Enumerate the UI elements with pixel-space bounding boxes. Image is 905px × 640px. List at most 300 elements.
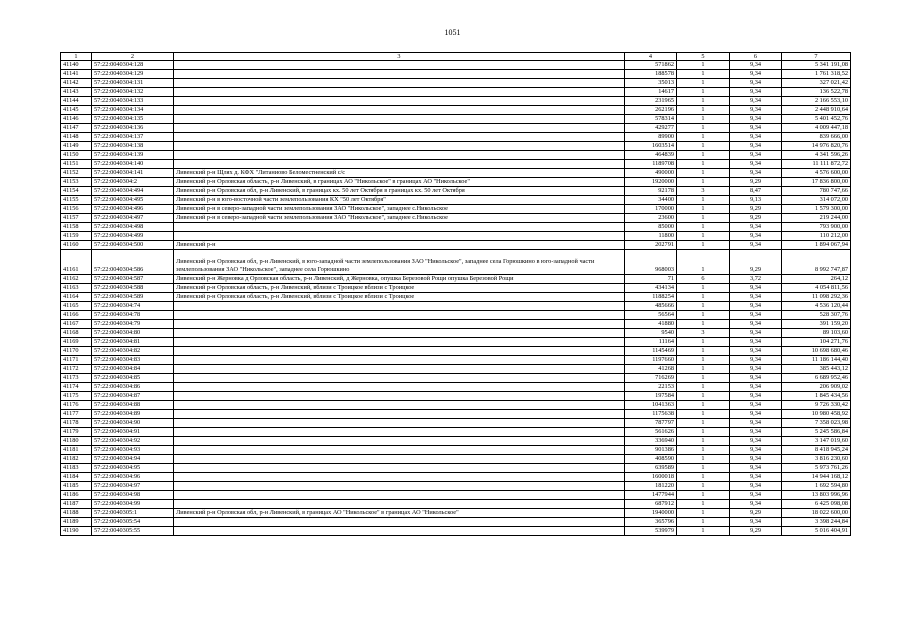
- row-number-cell: 41152: [61, 169, 92, 178]
- group-cell: 1: [677, 232, 730, 241]
- cadastral-value-cell: 391 159,20: [782, 320, 851, 329]
- cadastral-value-cell: 5 401 452,76: [782, 115, 851, 124]
- table-row: [61, 115, 851, 124]
- rate-cell: 9,34: [730, 97, 782, 106]
- cadastral-number-cell: 57:22:0040304:497: [92, 214, 174, 223]
- cadastral-number-cell: 57:22:0040304:586: [92, 250, 174, 275]
- area-cell: 408590: [625, 455, 677, 464]
- group-cell: 1: [677, 293, 730, 302]
- cadastral-value-cell: 110 212,00: [782, 232, 851, 241]
- row-number-cell: 41160: [61, 241, 92, 250]
- row-number-cell: 41149: [61, 142, 92, 151]
- cadastral-value-cell: 264,12: [782, 275, 851, 284]
- location-cell: [174, 383, 625, 392]
- rate-cell: 9,13: [730, 196, 782, 205]
- area-cell: 1145469: [625, 347, 677, 356]
- rate-cell: 9,34: [730, 383, 782, 392]
- group-cell: 1: [677, 338, 730, 347]
- column-header: 7: [782, 53, 851, 61]
- row-number-cell: 41187: [61, 500, 92, 509]
- rate-cell: 9,29: [730, 178, 782, 187]
- location-cell: [174, 338, 625, 347]
- area-cell: 188578: [625, 70, 677, 79]
- table-row: [61, 169, 851, 178]
- group-cell: 1: [677, 392, 730, 401]
- cadastral-number-cell: 57:22:0040304:78: [92, 311, 174, 320]
- area-cell: 901386: [625, 446, 677, 455]
- cadastral-number-cell: 57:22:0040304:87: [92, 392, 174, 401]
- area-cell: 89900: [625, 133, 677, 142]
- cadastral-value-cell: 11 098 292,36: [782, 293, 851, 302]
- cadastral-number-cell: 57:22:0040304:91: [92, 428, 174, 437]
- group-cell: 3: [677, 329, 730, 338]
- group-cell: 1: [677, 437, 730, 446]
- column-header: 3: [174, 53, 625, 61]
- row-number-cell: 41153: [61, 178, 92, 187]
- cadastral-value-cell: 4 054 811,56: [782, 284, 851, 293]
- area-cell: 35013: [625, 79, 677, 88]
- cadastral-number-cell: 57:22:0040304:136: [92, 124, 174, 133]
- group-cell: 1: [677, 124, 730, 133]
- cadastral-value-cell: 11 186 144,40: [782, 356, 851, 365]
- table-row: [61, 275, 851, 284]
- cadastral-value-cell: 314 072,00: [782, 196, 851, 205]
- group-cell: 1: [677, 491, 730, 500]
- table-row: [61, 284, 851, 293]
- group-cell: 1: [677, 284, 730, 293]
- location-cell: [174, 223, 625, 232]
- rate-cell: 9,34: [730, 329, 782, 338]
- location-cell: [174, 142, 625, 151]
- location-cell: Ливенский р-н Орловская обл, р-н Ливенский, в границах кх. 50 лет Октября в границах кх. 50 лет Октября: [174, 187, 625, 196]
- cadastral-value-cell: 17 836 800,00: [782, 178, 851, 187]
- location-cell: [174, 491, 625, 500]
- area-cell: 181220: [625, 482, 677, 491]
- cadastral-number-cell: 57:22:0040304:2: [92, 178, 174, 187]
- location-cell: [174, 97, 625, 106]
- cadastral-value-cell: 8 992 747,87: [782, 250, 851, 275]
- cadastral-value-cell: 1 845 434,56: [782, 392, 851, 401]
- cadastral-value-cell: 3 398 244,84: [782, 518, 851, 527]
- location-cell: Ливенский р-н Орловская обл, р-н Ливенский, в юго-западной части землепользования ЗАО "Никольское", западнее села Горюшкино в юго-западной части землепользования ЗАО "Никольское", западнее села Горюшкино: [174, 250, 625, 275]
- location-cell: [174, 320, 625, 329]
- row-number-cell: 41186: [61, 491, 92, 500]
- page-number: 1051: [444, 28, 461, 37]
- table-row: [61, 293, 851, 302]
- group-cell: 1: [677, 178, 730, 187]
- area-cell: 365796: [625, 518, 677, 527]
- group-cell: 1: [677, 79, 730, 88]
- location-cell: [174, 419, 625, 428]
- table-body: [61, 61, 851, 536]
- cadastral-number-cell: 57:22:0040304:500: [92, 241, 174, 250]
- cadastral-number-cell: 57:22:0040304:80: [92, 329, 174, 338]
- area-cell: 1477944: [625, 491, 677, 500]
- cadastral-value-cell: 206 909,02: [782, 383, 851, 392]
- table-row: [61, 527, 851, 536]
- cadastral-value-cell: 136 522,78: [782, 88, 851, 97]
- cadastral-value-cell: 14 976 820,76: [782, 142, 851, 151]
- rate-cell: 9,34: [730, 482, 782, 491]
- rate-cell: 9,34: [730, 61, 782, 70]
- area-cell: 85000: [625, 223, 677, 232]
- rate-cell: 9,34: [730, 142, 782, 151]
- table-row: [61, 142, 851, 151]
- table-row: [61, 160, 851, 169]
- area-cell: 14617: [625, 88, 677, 97]
- location-cell: [174, 115, 625, 124]
- table-row: [61, 437, 851, 446]
- row-number-cell: 41159: [61, 232, 92, 241]
- group-cell: 1: [677, 473, 730, 482]
- row-number-cell: 41174: [61, 383, 92, 392]
- column-header: 1: [61, 53, 92, 61]
- group-cell: 1: [677, 347, 730, 356]
- area-cell: 1041363: [625, 401, 677, 410]
- cadastral-number-cell: 57:22:0040304:92: [92, 437, 174, 446]
- row-number-cell: 41157: [61, 214, 92, 223]
- rate-cell: 9,34: [730, 491, 782, 500]
- group-cell: 1: [677, 106, 730, 115]
- cadastral-number-cell: 57:22:0040304:137: [92, 133, 174, 142]
- area-cell: 336940: [625, 437, 677, 446]
- area-cell: 262196: [625, 106, 677, 115]
- cadastral-number-cell: 57:22:0040305:55: [92, 527, 174, 536]
- cadastral-value-cell: 1 761 318,52: [782, 70, 851, 79]
- row-number-cell: 41142: [61, 79, 92, 88]
- row-number-cell: 41190: [61, 527, 92, 536]
- group-cell: 1: [677, 356, 730, 365]
- rate-cell: 9,34: [730, 401, 782, 410]
- cadastral-number-cell: 57:22:0040304:89: [92, 410, 174, 419]
- group-cell: 1: [677, 374, 730, 383]
- location-cell: [174, 518, 625, 527]
- table-row: [61, 383, 851, 392]
- group-cell: 1: [677, 518, 730, 527]
- row-number-cell: 41150: [61, 151, 92, 160]
- rate-cell: 9,34: [730, 160, 782, 169]
- cadastral-value-cell: 4 341 596,26: [782, 151, 851, 160]
- cadastral-value-cell: 6 689 952,46: [782, 374, 851, 383]
- rate-cell: 9,34: [730, 133, 782, 142]
- cadastral-value-cell: 6 425 098,08: [782, 500, 851, 509]
- group-cell: 1: [677, 88, 730, 97]
- row-number-cell: 41156: [61, 205, 92, 214]
- area-cell: 1603514: [625, 142, 677, 151]
- row-number-cell: 41178: [61, 419, 92, 428]
- group-cell: 1: [677, 223, 730, 232]
- cadastral-number-cell: 57:22:0040304:498: [92, 223, 174, 232]
- cadastral-number-cell: 57:22:0040304:74: [92, 302, 174, 311]
- area-cell: 11800: [625, 232, 677, 241]
- table-row: [61, 509, 851, 518]
- cadastral-value-cell: 327 021,42: [782, 79, 851, 88]
- cadastral-value-cell: 10 698 680,46: [782, 347, 851, 356]
- group-cell: 1: [677, 70, 730, 79]
- location-cell: [174, 79, 625, 88]
- area-cell: 41880: [625, 320, 677, 329]
- table-row: [61, 419, 851, 428]
- table-row: [61, 61, 851, 70]
- location-cell: Ливенский р-н в юго-восточной части землепользования КХ "50 лет Октября": [174, 196, 625, 205]
- table-row: [61, 214, 851, 223]
- row-number-cell: 41140: [61, 61, 92, 70]
- cadastral-value-cell: 5 341 191,08: [782, 61, 851, 70]
- cadastral-value-cell: 1 692 594,80: [782, 482, 851, 491]
- row-number-cell: 41164: [61, 293, 92, 302]
- rate-cell: 9,34: [730, 79, 782, 88]
- rate-cell: 9,29: [730, 509, 782, 518]
- location-cell: [174, 527, 625, 536]
- table-row: [61, 178, 851, 187]
- cadastral-number-cell: 57:22:0040304:588: [92, 284, 174, 293]
- group-cell: 1: [677, 61, 730, 70]
- table-row: [61, 455, 851, 464]
- cadastral-number-cell: 57:22:0040304:88: [92, 401, 174, 410]
- cadastral-value-cell: 2 448 910,64: [782, 106, 851, 115]
- area-cell: 578314: [625, 115, 677, 124]
- area-cell: 23600: [625, 214, 677, 223]
- cadastral-number-cell: 57:22:0040304:132: [92, 88, 174, 97]
- location-cell: [174, 232, 625, 241]
- location-cell: [174, 311, 625, 320]
- group-cell: 1: [677, 320, 730, 329]
- cadastral-number-cell: 57:22:0040304:138: [92, 142, 174, 151]
- table-row: [61, 106, 851, 115]
- location-cell: Ливенский р-н: [174, 241, 625, 250]
- table-row: [61, 70, 851, 79]
- area-cell: 1920000: [625, 178, 677, 187]
- column-header: 2: [92, 53, 174, 61]
- row-number-cell: 41148: [61, 133, 92, 142]
- row-number-cell: 41167: [61, 320, 92, 329]
- cadastral-number-cell: 57:22:0040304:133: [92, 97, 174, 106]
- location-cell: [174, 374, 625, 383]
- rate-cell: 9,34: [730, 311, 782, 320]
- group-cell: 1: [677, 142, 730, 151]
- area-cell: 92178: [625, 187, 677, 196]
- cadastral-number-cell: 57:22:0040304:85: [92, 374, 174, 383]
- location-cell: [174, 428, 625, 437]
- cadastral-number-cell: 57:22:0040304:95: [92, 464, 174, 473]
- row-number-cell: 41168: [61, 329, 92, 338]
- table-row: [61, 482, 851, 491]
- area-cell: 170000: [625, 205, 677, 214]
- rate-cell: 9,34: [730, 419, 782, 428]
- row-number-cell: 41179: [61, 428, 92, 437]
- location-cell: [174, 160, 625, 169]
- group-cell: 1: [677, 160, 730, 169]
- group-cell: 1: [677, 383, 730, 392]
- cadastral-number-cell: 57:22:0040304:141: [92, 169, 174, 178]
- group-cell: 1: [677, 97, 730, 106]
- cadastral-number-cell: 57:22:0040304:86: [92, 383, 174, 392]
- table-row: [61, 311, 851, 320]
- cadastral-number-cell: 57:22:0040304:94: [92, 455, 174, 464]
- cadastral-number-cell: 57:22:0040304:129: [92, 70, 174, 79]
- group-cell: 1: [677, 365, 730, 374]
- table-row: [61, 518, 851, 527]
- area-cell: 1197660: [625, 356, 677, 365]
- cadastral-value-cell: 4 576 600,00: [782, 169, 851, 178]
- location-cell: Ливенский р-н Орловская обл, р-н Ливенский, в границах АО "Никольское" в границах АО "Никольское": [174, 509, 625, 518]
- cadastral-value-cell: 780 747,66: [782, 187, 851, 196]
- group-cell: 1: [677, 214, 730, 223]
- rate-cell: 8,47: [730, 187, 782, 196]
- location-cell: Ливенский р-н в северо-западной части землепользования ЗАО "Никольское", западнее с.Никольское: [174, 214, 625, 223]
- row-number-cell: 41145: [61, 106, 92, 115]
- cadastral-value-cell: 13 803 996,96: [782, 491, 851, 500]
- rate-cell: 9,34: [730, 356, 782, 365]
- rate-cell: 9,34: [730, 241, 782, 250]
- table-row: [61, 428, 851, 437]
- rate-cell: 9,29: [730, 205, 782, 214]
- area-cell: 429277: [625, 124, 677, 133]
- table-row: [61, 241, 851, 250]
- cadastral-number-cell: 57:22:0040305:1: [92, 509, 174, 518]
- rate-cell: 9,34: [730, 88, 782, 97]
- location-cell: [174, 302, 625, 311]
- cadastral-value-cell: 385 443,12: [782, 365, 851, 374]
- table-row: [61, 410, 851, 419]
- table-row: [61, 223, 851, 232]
- cadastral-value-cell: 1 579 300,00: [782, 205, 851, 214]
- area-cell: 1175638: [625, 410, 677, 419]
- row-number-cell: 41189: [61, 518, 92, 527]
- area-cell: 968003: [625, 250, 677, 275]
- rate-cell: 9,29: [730, 527, 782, 536]
- cadastral-value-cell: 5 245 586,84: [782, 428, 851, 437]
- cadastral-value-cell: 2 166 553,10: [782, 97, 851, 106]
- row-number-cell: 41176: [61, 401, 92, 410]
- location-cell: [174, 106, 625, 115]
- location-cell: Ливенский р-н Орловская область, р-н Ливенский, в границах АО "Никольское" в границах АО "Никольское": [174, 178, 625, 187]
- table-row: [61, 151, 851, 160]
- location-cell: [174, 61, 625, 70]
- cadastral-number-cell: 57:22:0040304:99: [92, 500, 174, 509]
- rate-cell: 9,34: [730, 106, 782, 115]
- location-cell: [174, 392, 625, 401]
- rate-cell: 9,34: [730, 446, 782, 455]
- cadastral-value-cell: 10 980 458,92: [782, 410, 851, 419]
- table-row: [61, 392, 851, 401]
- row-number-cell: 41141: [61, 70, 92, 79]
- table-row: [61, 446, 851, 455]
- group-cell: 1: [677, 446, 730, 455]
- cadastral-value-cell: 9 726 330,42: [782, 401, 851, 410]
- group-cell: 1: [677, 509, 730, 518]
- cadastral-number-cell: 57:22:0040304:139: [92, 151, 174, 160]
- cadastral-number-cell: 57:22:0040304:494: [92, 187, 174, 196]
- cadastral-value-cell: 104 271,76: [782, 338, 851, 347]
- group-cell: 1: [677, 151, 730, 160]
- location-cell: [174, 401, 625, 410]
- table-row: [61, 232, 851, 241]
- table-row: [61, 329, 851, 338]
- area-cell: 1188254: [625, 293, 677, 302]
- table-row: [61, 320, 851, 329]
- area-cell: 1600018: [625, 473, 677, 482]
- cadastral-value-cell: 5 973 761,26: [782, 464, 851, 473]
- row-number-cell: 41177: [61, 410, 92, 419]
- rate-cell: 9,34: [730, 455, 782, 464]
- cadastral-number-cell: 57:22:0040304:82: [92, 347, 174, 356]
- location-cell: Ливенский р-н в северо-западной части землепользования ЗАО "Никольское", западнее с.Никольское: [174, 205, 625, 214]
- area-cell: 639589: [625, 464, 677, 473]
- group-cell: 1: [677, 455, 730, 464]
- cadastral-number-cell: 57:22:0040304:84: [92, 365, 174, 374]
- area-cell: 22153: [625, 383, 677, 392]
- location-cell: [174, 347, 625, 356]
- area-cell: 11164: [625, 338, 677, 347]
- rate-cell: 9,34: [730, 473, 782, 482]
- rate-cell: 9,34: [730, 232, 782, 241]
- group-cell: 1: [677, 410, 730, 419]
- cadastral-number-cell: 57:22:0040304:93: [92, 446, 174, 455]
- table-row: [61, 250, 851, 275]
- row-number-cell: 41175: [61, 392, 92, 401]
- cadastral-value-cell: 1 894 067,94: [782, 241, 851, 250]
- row-number-cell: 41147: [61, 124, 92, 133]
- row-number-cell: 41161: [61, 250, 92, 275]
- rate-cell: 9,34: [730, 151, 782, 160]
- group-cell: 6: [677, 275, 730, 284]
- cadastral-value-cell: 8 418 945,24: [782, 446, 851, 455]
- row-number-cell: 41151: [61, 160, 92, 169]
- area-cell: 561626: [625, 428, 677, 437]
- rate-cell: 9,34: [730, 223, 782, 232]
- area-cell: 716269: [625, 374, 677, 383]
- cadastral-number-cell: 57:22:0040304:96: [92, 473, 174, 482]
- location-cell: [174, 473, 625, 482]
- area-cell: 464839: [625, 151, 677, 160]
- group-cell: 1: [677, 196, 730, 205]
- group-cell: 1: [677, 302, 730, 311]
- area-cell: 231965: [625, 97, 677, 106]
- cadastral-value-cell: 3 816 230,60: [782, 455, 851, 464]
- table-row: [61, 464, 851, 473]
- group-cell: 1: [677, 205, 730, 214]
- table-row: [61, 205, 851, 214]
- area-cell: 41268: [625, 365, 677, 374]
- row-number-cell: 41169: [61, 338, 92, 347]
- cadastral-value-table: [60, 52, 851, 536]
- group-cell: 1: [677, 500, 730, 509]
- row-number-cell: 41146: [61, 115, 92, 124]
- location-cell: [174, 365, 625, 374]
- location-cell: [174, 410, 625, 419]
- location-cell: Ливенский р-н Жерновка д Орловская область, р-н Ливенский, д Жерновка, опушка Березовой Рощи опушка Березовой Рощи: [174, 275, 625, 284]
- group-cell: 1: [677, 241, 730, 250]
- cadastral-value-cell: 839 666,00: [782, 133, 851, 142]
- rate-cell: 9,29: [730, 250, 782, 275]
- area-cell: 1940000: [625, 509, 677, 518]
- cadastral-number-cell: 57:22:0040304:495: [92, 196, 174, 205]
- row-number-cell: 41181: [61, 446, 92, 455]
- table-row: [61, 347, 851, 356]
- row-number-cell: 41158: [61, 223, 92, 232]
- table-header-row: [61, 53, 851, 61]
- rate-cell: 9,34: [730, 70, 782, 79]
- row-number-cell: 41163: [61, 284, 92, 293]
- cadastral-value-cell: 14 944 168,12: [782, 473, 851, 482]
- location-cell: [174, 329, 625, 338]
- location-cell: [174, 151, 625, 160]
- rate-cell: 9,34: [730, 428, 782, 437]
- group-cell: 1: [677, 482, 730, 491]
- row-number-cell: 41171: [61, 356, 92, 365]
- rate-cell: 9,34: [730, 115, 782, 124]
